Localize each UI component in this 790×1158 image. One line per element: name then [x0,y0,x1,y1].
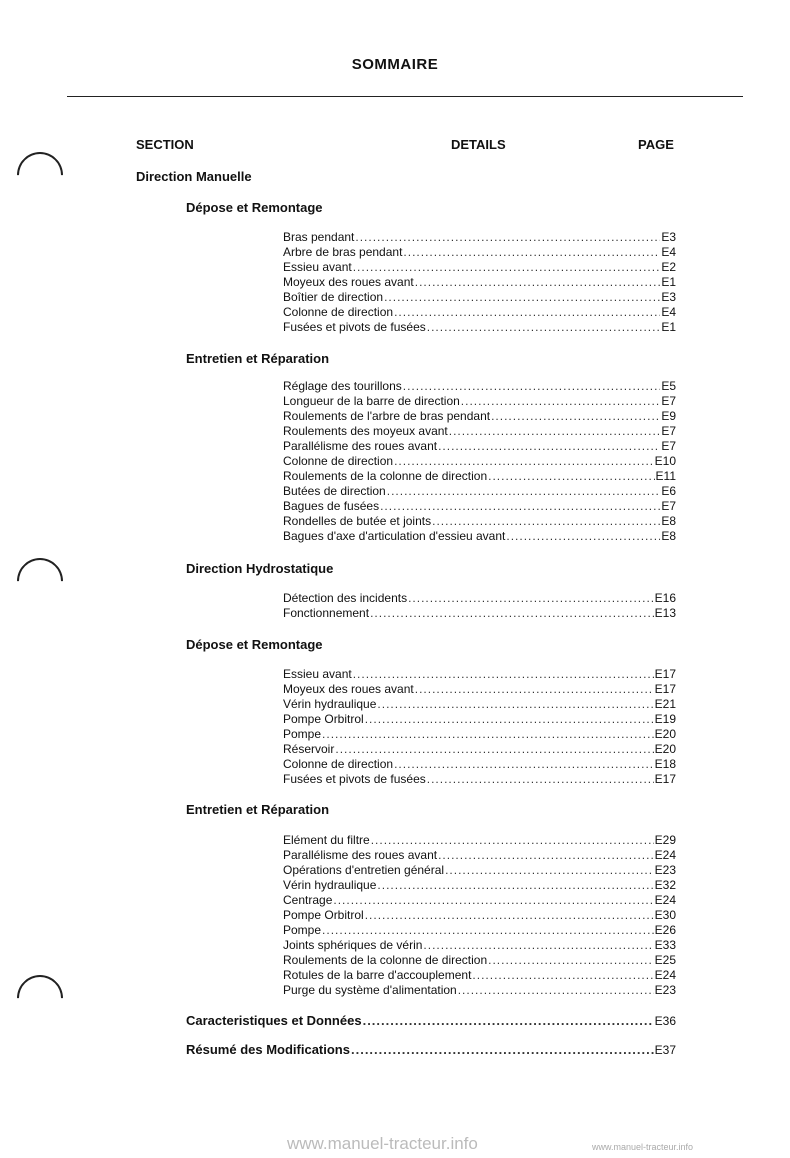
toc-entry-label: Parallélisme des roues avant [283,439,438,453]
toc-entry-label: Moyeux des roues avant [283,682,414,696]
toc-entry-label: Elément du filtre [283,833,370,847]
leader-dots [355,230,660,245]
toc-entry-label: Opérations d'entretien général [283,863,445,877]
subhead-entretien-reparation-hydro: Entretien et Réparation [186,802,330,817]
subhead-depose-remontage-hydro: Dépose et Remontage [186,637,323,652]
toc-entry-page: E13 [654,606,676,620]
toc-entry [283,394,676,409]
leader-dots [449,424,661,439]
toc-entry-label: Longueur de la barre de direction [283,394,460,408]
toc-entry-label: Roulements de l'arbre de bras pendant [283,409,491,423]
toc-entry-page: E32 [654,878,676,892]
leader-dots [506,529,660,544]
toc-entry-page: E17 [654,682,676,696]
toc-entry-page: E3 [661,290,676,304]
toc-entry [283,305,676,320]
leader-dots [377,878,653,893]
toc-entry-page: E7 [661,394,676,408]
toc-entry [283,529,676,544]
toc-entry [283,682,676,697]
toc-entry [283,606,676,621]
toc-entry [283,953,676,968]
toc-entry-label: Réservoir [283,742,335,756]
toc-entry [283,514,676,529]
toc-entry [283,290,676,305]
leader-dots [415,682,654,697]
leader-dots [488,469,654,484]
toc-entry-label: Caracteristiques et Données [186,1013,362,1028]
toc-entry-label: Réglage des tourillons [283,379,402,393]
toc-entry [283,742,676,757]
toc-entry-page: E10 [654,454,676,468]
footer-watermark-small: www.manuel-tracteur.info [592,1142,694,1152]
page-title: SOMMAIRE [351,56,439,73]
toc-entry-label: Fusées et pivots de fusées [283,772,426,786]
leader-dots [371,833,654,848]
toc-entry [283,230,676,245]
leader-dots [408,591,654,606]
toc-entry-label: Purge du système d'alimentation [283,983,457,997]
toc-entry-page: E6 [661,484,676,498]
toc-entry-page: E20 [654,727,676,741]
leader-dots [370,606,654,621]
toc-entry [283,320,676,335]
leader-dots [322,923,654,938]
toc-entry [283,863,676,878]
toc-entry [283,833,676,848]
toc-entry-page: E2 [661,260,676,274]
subhead-depose-remontage-manuelle: Dépose et Remontage [186,200,323,215]
leader-dots [333,893,653,908]
section-direction-manuelle: Direction Manuelle [136,169,252,184]
toc-entry [283,499,676,514]
leader-dots [394,757,654,772]
toc-entry [283,697,676,712]
toc-entry-page: E37 [654,1043,676,1057]
leader-dots [365,712,654,727]
toc-entry-page: E11 [655,469,676,483]
toc-entry-page: E23 [654,983,676,997]
toc-entry [283,454,676,469]
toc-entry-page: E23 [654,863,676,877]
leader-dots [458,983,654,998]
toc-entry-label: Essieu avant [283,667,352,681]
toc-entry [283,379,676,394]
toc-entry-label: Moyeux des roues avant [283,275,414,289]
toc-entry-label: Pompe [283,727,322,741]
toc-entry-page: E8 [661,529,676,543]
toc-entry [283,727,676,742]
toc-entry-page: E3 [661,230,676,244]
toc-entry [283,757,676,772]
leader-dots [403,379,661,394]
leader-dots [427,772,654,787]
toc-entry-label: Détection des incidents [283,591,408,605]
leader-dots [363,1013,654,1028]
toc-entry-page: E29 [654,833,676,847]
toc-entry [283,484,676,499]
leader-dots [335,742,653,757]
leader-dots [380,499,660,514]
punch-hole-mark [7,965,72,1030]
leader-dots [384,290,660,305]
title-rule [67,96,743,97]
leader-dots [365,908,654,923]
toc-entry-label: Résumé des Modifications [186,1042,350,1057]
leader-dots [488,953,654,968]
toc-entry-label: Colonne de direction [283,757,394,771]
toc-entry-page: E9 [661,409,676,423]
toc-entry [283,667,676,682]
toc-entry [283,469,676,484]
toc-entry-page: E26 [654,923,676,937]
leader-dots [351,1042,654,1057]
toc-entry-label: Rondelles de butée et joints [283,514,432,528]
leader-dots [438,439,660,454]
toc-entry-caracteristiques [186,1013,676,1028]
toc-entry [283,938,676,953]
leader-dots [394,305,660,320]
toc-entry-label: Bras pendant [283,230,355,244]
leader-dots [432,514,660,529]
leader-dots [403,245,660,260]
toc-entry [283,591,676,606]
leader-dots [472,968,653,983]
toc-entry-label: Fonctionnement [283,606,370,620]
toc-entry-page: E24 [654,968,676,982]
toc-entry-page: E17 [654,667,676,681]
toc-entry-label: Colonne de direction [283,305,394,319]
toc-entry-label: Roulements des moyeux avant [283,424,448,438]
column-header-section: SECTION [136,137,194,152]
column-header-page: PAGE [638,137,674,152]
toc-entry-page: E17 [654,772,676,786]
toc-entry-page: E21 [654,697,676,711]
leader-dots [394,454,654,469]
toc-entry-label: Pompe Orbitrol [283,908,364,922]
toc-entry-label: Vérin hydraulique [283,878,377,892]
toc-entry-label: Roulements de la colonne de direction [283,469,488,483]
toc-entry [283,424,676,439]
footer-watermark: www.manuel-tracteur.info [287,1134,478,1153]
leader-dots [415,275,661,290]
toc-entry-page: E1 [661,320,676,334]
toc-entry [283,878,676,893]
toc-entry-page: E18 [654,757,676,771]
toc-entry [283,893,676,908]
toc-entry [283,983,676,998]
leader-dots [322,727,654,742]
toc-entry-label: Vérin hydraulique [283,697,377,711]
toc-entry-page: E24 [654,848,676,862]
toc-entry-label: Boîtier de direction [283,290,384,304]
toc-entry-page: E7 [661,499,676,513]
toc-entry-page: E30 [654,908,676,922]
toc-entry-page: E20 [654,742,676,756]
leader-dots [387,484,661,499]
toc-entry-label: Essieu avant [283,260,352,274]
toc-entry-page: E7 [661,424,676,438]
toc-entry-page: E8 [661,514,676,528]
toc-entry-label: Pompe [283,923,322,937]
leader-dots [353,260,661,275]
punch-hole-mark [7,548,72,613]
leader-dots [438,848,654,863]
toc-entry-label: Roulements de la colonne de direction [283,953,488,967]
toc-entry [283,772,676,787]
toc-entry [283,260,676,275]
toc-entry-page: E7 [661,439,676,453]
punch-hole-mark [7,142,72,207]
toc-entry [283,409,676,424]
section-direction-hydrostatique: Direction Hydrostatique [186,561,334,576]
column-header-details: DETAILS [451,137,506,152]
toc-entry-page: E33 [654,938,676,952]
leader-dots [377,697,653,712]
toc-entry-label: Rotules de la barre d'accouplement [283,968,472,982]
toc-entry-label: Centrage [283,893,333,907]
toc-entry-label: Bagues d'axe d'articulation d'essieu avant [283,529,506,543]
toc-entry-label: Pompe Orbitrol [283,712,364,726]
toc-entry-resume [186,1042,676,1057]
toc-entry [283,923,676,938]
toc-entry [283,439,676,454]
toc-entry [283,712,676,727]
toc-entry-page: E25 [654,953,676,967]
toc-entry-page: E36 [654,1014,676,1028]
toc-entry-label: Colonne de direction [283,454,394,468]
toc-entry [283,275,676,290]
leader-dots [353,667,654,682]
toc-entry-page: E16 [654,591,676,605]
toc-entry-page: E4 [661,245,676,259]
toc-entry-label: Butées de direction [283,484,386,498]
toc-entry [283,848,676,863]
toc-entry-page: E1 [661,275,676,289]
toc-entry-label: Arbre de bras pendant [283,245,403,259]
toc-entry-page: E19 [654,712,676,726]
toc-entry [283,245,676,260]
toc-entry-page: E4 [661,305,676,319]
leader-dots [491,409,660,424]
toc-entry-label: Bagues de fusées [283,499,380,513]
leader-dots [461,394,661,409]
leader-dots [423,938,653,953]
toc-entry-label: Joints sphériques de vérin [283,938,423,952]
toc-entry [283,968,676,983]
toc-entry-page: E24 [654,893,676,907]
subhead-entretien-reparation-manuelle: Entretien et Réparation [186,351,330,366]
toc-entry-label: Parallélisme des roues avant [283,848,438,862]
toc-entry-page: E5 [661,379,676,393]
toc-entry [283,908,676,923]
leader-dots [445,863,654,878]
leader-dots [427,320,661,335]
toc-entry-label: Fusées et pivots de fusées [283,320,426,334]
